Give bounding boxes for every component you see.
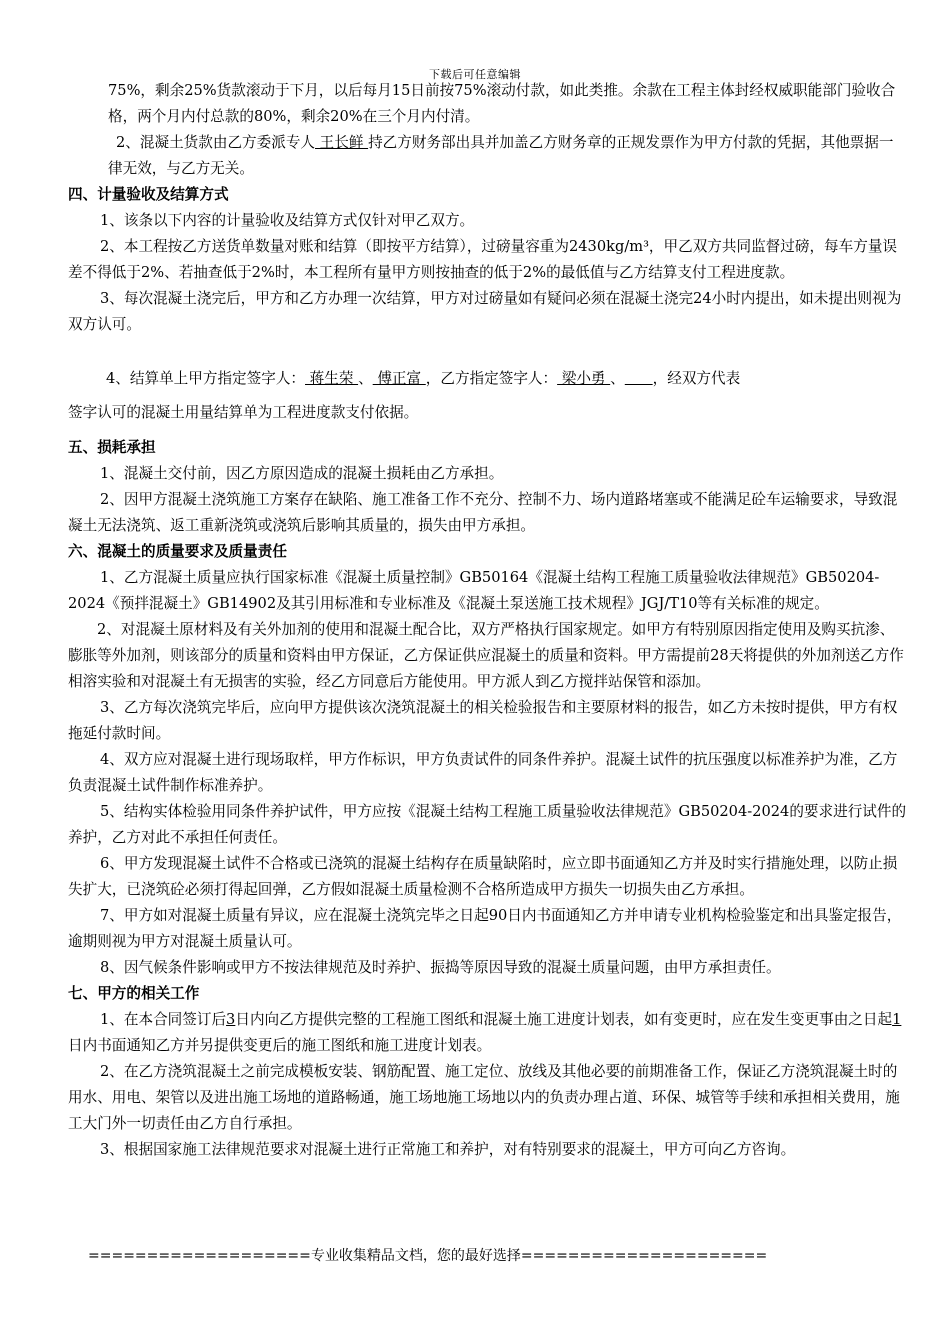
text-run: 日内向乙方提供完整的工程施工图纸和混凝土施工进度计划表，如有变更时，应在发生变更事由之日起	[235, 1011, 893, 1028]
text-run: 2、混凝土货款由乙方委派专人	[116, 134, 316, 151]
clause-7-2: 2、在乙方浇筑混凝土之前完成模板安装、钢筋配置、施工定位、放线及其他必要的前期准备工作，保证乙方浇筑混凝土时的用水、用电、架管以及进出施工场地的道路畅通，施工场地施工场地以内的负责办理占道、环保、城管等手续和承担相关费用，施工大门外一切责任由乙方自行承担。	[68, 1063, 900, 1132]
days-value-2: 1	[892, 1011, 902, 1028]
clause-4-1: 1、该条以下内容的计量验收及结算方式仅针对甲乙双方。	[100, 212, 475, 229]
clause-4-2: 2、本工程按乙方送货单数量对账和结算（即按平方结算），过磅量容重为2430kg/m³，甲乙双方共同监督过磅，每车方量误差不得低于2%、若抽查低于2%时，本工程所有量甲方则按抽查的低于2%的最低值与乙方结算支付工程进度款。	[68, 238, 898, 281]
text-run: ，乙方指定签字人：	[425, 370, 558, 387]
clause-6-3: 3、乙方每次浇筑完毕后，应向甲方提供该次浇筑混凝土的相关检验报告和主要原材料的报告，如乙方未按时提供，甲方有权拖延付款时间。	[68, 699, 898, 742]
clause-6-7: 7、甲方如对混凝土质量有异议，应在混凝土浇筑完毕之日起90日内书面通知乙方并申请专业机构检验鉴定和出具鉴定报告，逾期则视为甲方对混凝土质量认可。	[68, 907, 902, 950]
text-run: 4、结算单上甲方指定签字人：	[106, 370, 306, 387]
clause-6-1: 1、乙方混凝土质量应执行国家标准《混凝土质量控制》GB50164《混凝土结构工程施工质量验收法律规范》GB50204-2024《预拌混凝土》GB14902及其引用标准和专业标准及《混凝土泵送施工技术规程》JGJ/T10等有关标准的规定。	[68, 569, 880, 612]
clause-7-1	[68, 1007, 908, 1059]
section-heading-6: 六、混凝土的质量要求及质量责任	[68, 543, 287, 560]
clause-5-2: 2、因甲方混凝土浇筑施工方案存在缺陷、施工准备工作不充分、控制不力、场内道路堵塞或不能满足砼车运输要求，导致混凝土无法浇筑、返工重新浇筑或浇筑后影响其质量的，损失由甲方承担。	[68, 491, 898, 534]
days-value-1: 3	[226, 1011, 236, 1028]
document-body	[68, 78, 908, 1163]
footer-banner: ===================专业收集精品文档，您的最好选择=====================	[88, 1248, 768, 1264]
text-run: 持乙方财务部出具并加盖乙方财务章的正规发票作为甲方付款的凭据，其他票据一律无效，与乙方无关。	[108, 134, 894, 177]
clause-6-4: 4、双方应对混凝土进行现场取样，甲方作标识，甲方负责试件的同条件养护。混凝土试件的抗压强度以标准养护为准，乙方负责混凝土试件制作标准养护。	[68, 751, 898, 794]
text-run: 、	[610, 370, 625, 387]
text-run: ，经双方代表	[652, 370, 741, 387]
clause-4-4-cont: 签字认可的混凝土用量结算单为工程进度款支付依据。	[68, 404, 419, 421]
text-run: 1、在本合同签订后	[100, 1011, 227, 1028]
text-run: 日内书面通知乙方并另提供变更后的施工图纸和施工进度计划表。	[68, 1037, 492, 1054]
signer-name-2: 傅正富	[372, 370, 426, 387]
clause-6-5: 5、结构实体检验用同条件养护试件，甲方应按《混凝土结构工程施工质量验收法律规范》GB50204-2024的要求进行试件的养护，乙方对此不承担任何责任。	[68, 803, 907, 846]
signer-blank	[625, 370, 653, 387]
section-heading-5: 五、损耗承担	[68, 439, 156, 456]
clause-7-3: 3、根据国家施工法律规范要求对混凝土进行正常施工和养护，对有特别要求的混凝土，甲方可向乙方咨询。	[100, 1141, 796, 1158]
clause-5-1: 1、混凝土交付前，因乙方原因造成的混凝土损耗由乙方承担。	[100, 465, 504, 482]
clause-6-6: 6、甲方发现混凝土试件不合格或已浇筑的混凝土结构存在质量缺陷时，应立即书面通知乙方并及时实行措施处理，以防止损失扩大，已浇筑砼必须打得起回弹，乙方假如混凝土质量检测不合格所造成甲方损失一切损失由乙方承担。	[68, 855, 898, 898]
text-run: 、	[358, 370, 373, 387]
payment-paragraph	[68, 130, 908, 182]
continued-paragraph: 75%，剩余25%货款滚动于下月，以后每月15日前按75%滚动付款，如此类推。余款在工程主体封经权威职能部门验收合格，两个月内付总款的80%，剩余20%在三个月内付清。	[108, 82, 896, 125]
section-heading-4: 四、计量验收及结算方式	[68, 186, 229, 203]
header-note: 下载后可任意编辑	[429, 68, 521, 81]
clause-4-3: 3、每次混凝土浇完后，甲方和乙方办理一次结算，甲方对过磅量如有疑问必须在混凝土浇完24小时内提出，如未提出则视为双方认可。	[68, 290, 902, 333]
agent-name: 王长鲜	[315, 134, 369, 151]
clause-6-2: 2、对混凝土原材料及有关外加剂的使用和混凝土配合比，双方严格执行国家规定。如甲方有特别原因指定使用及购买抗渗、膨胀等外加剂，则该部分的质量和资料由甲方保证，乙方保证供应混凝土的质量和资料。甲方需提前28天将提供的外加剂送乙方作相溶实验和对混凝土有无损害的实验，经乙方同意后方能使用。甲方派人到乙方搅拌站保管和添加。	[68, 621, 904, 690]
signer-name-1: 蒋生荣	[305, 370, 359, 387]
clause-4-4	[68, 366, 908, 392]
signer-name-3: 梁小勇	[557, 370, 611, 387]
clause-6-8: 8、因气候条件影响或甲方不按法律规范及时养护、振捣等原因导致的混凝土质量问题，由甲方承担责任。	[100, 959, 781, 976]
section-heading-7: 七、甲方的相关工作	[68, 985, 200, 1002]
